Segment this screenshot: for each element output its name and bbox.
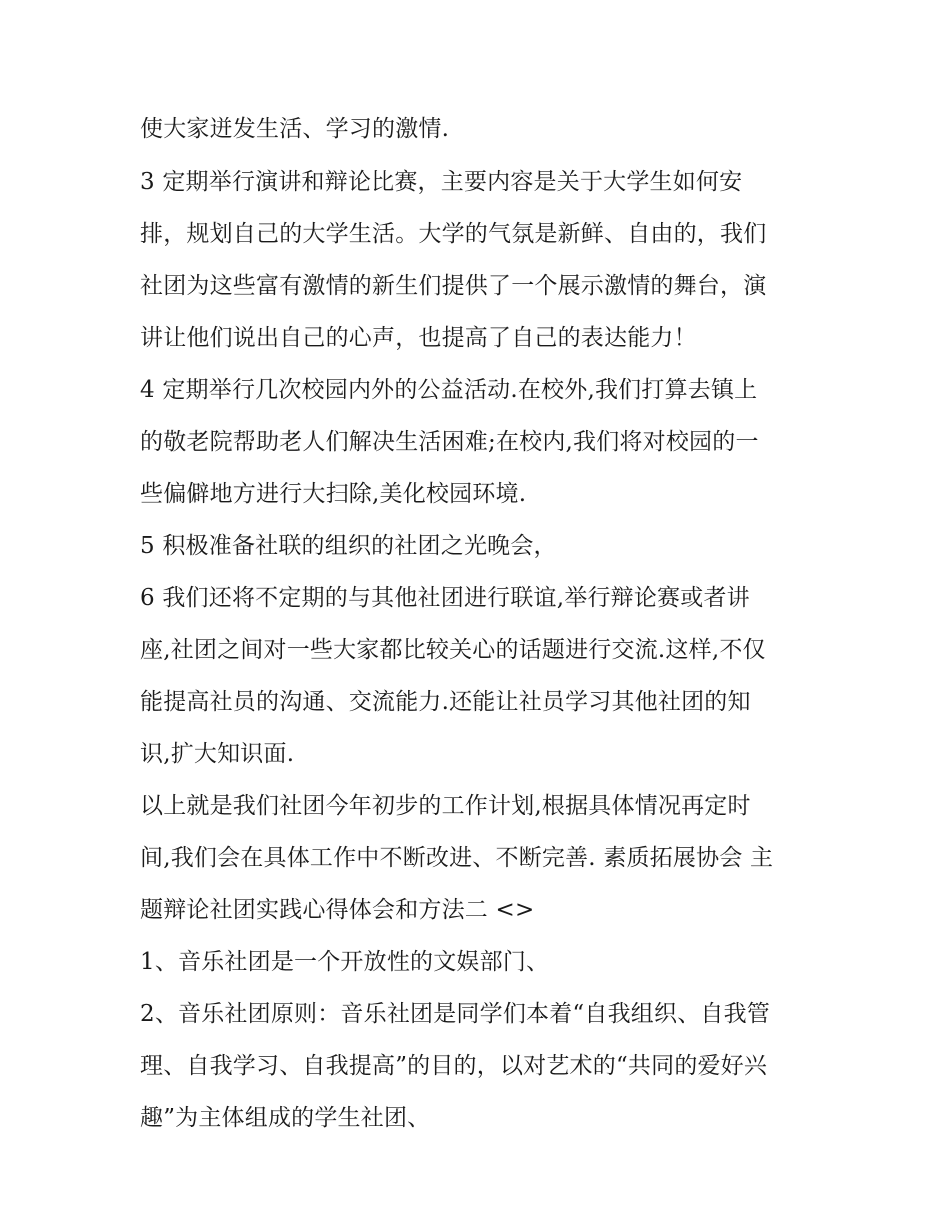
text-line: 3 定期举行演讲和辩论比赛，主要内容是关于大学生如何安 — [140, 169, 743, 195]
text-line: 理、自我学习、自我提高”的目的，以对艺术的“共同的爱好兴 — [140, 1053, 768, 1079]
text-line: 座,社团之间对一些大家都比较关心的话题进行交流.这样,不仅 — [140, 637, 766, 663]
text-line: 1、音乐社团是一个开放性的文娱部门、 — [140, 949, 550, 975]
text-line: 4 定期举行几次校园内外的公益活动.在校外,我们打算去镇上 — [140, 377, 758, 403]
text-line: 社团为这些富有激情的新生们提供了一个展示激情的舞台，演 — [140, 273, 767, 299]
text-line: 趣”为主体组成的学生社团、 — [140, 1105, 431, 1131]
text-line: 些偏僻地方进行大扫除,美化校园环境. — [140, 481, 527, 507]
text-line: 排，规划自己的大学生活。大学的气氛是新鲜、自由的，我们 — [140, 221, 767, 247]
text-line: 使大家迸发生活、学习的激情. — [140, 116, 450, 142]
text-line: 的敬老院帮助老人们解决生活困难;在校内,我们将对校园的一 — [140, 429, 759, 455]
text-line: 间,我们会在具体工作中不断改进、不断完善. 素质拓展协会 主 — [140, 845, 774, 871]
text-line: 6 我们还将不定期的与其他社团进行联谊,举行辩论赛或者讲 — [140, 585, 750, 611]
text-line: 能提高社员的沟通、交流能力.还能让社员学习其他社团的知 — [140, 689, 751, 715]
text-line: 讲让他们说出自己的心声，也提高了自己的表达能力！ — [140, 325, 697, 351]
text-line: 以上就是我们社团今年初步的工作计划,根据具体情况再定时 — [140, 793, 751, 819]
text-line: 题辩论社团实践心得体会和方法二 <> — [140, 897, 535, 923]
text-line: 识,扩大知识面. — [140, 741, 295, 767]
text-line: 5 积极准备社联的组织的社团之光晚会， — [140, 533, 557, 559]
text-line: 2、音乐社团原则：音乐社团是同学们本着“自我组织、自我管 — [140, 1001, 770, 1027]
